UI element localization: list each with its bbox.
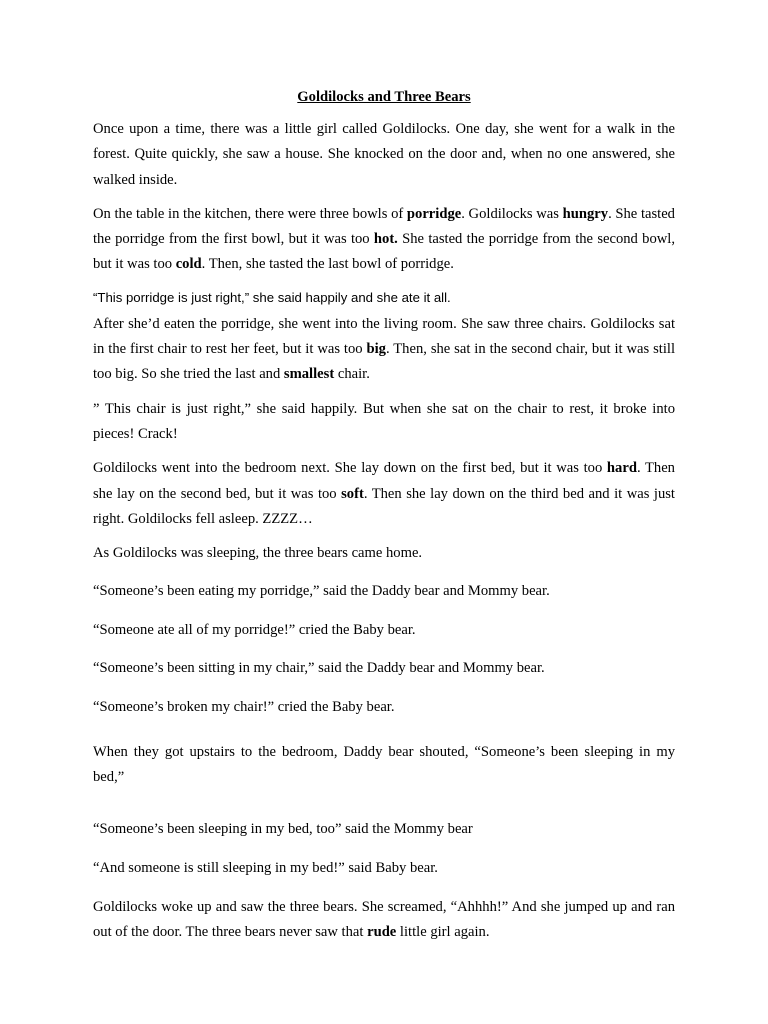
paragraph-3 [93,287,675,309]
paragraph-2 [93,202,675,278]
bold-word: hungry [562,205,609,222]
bold-word: big [366,341,386,358]
bold-word: hard [606,460,637,477]
document-title: Goldilocks and Three Bears [297,89,471,105]
bold-word: hot. [373,231,398,248]
text-run: . Then, she tasted the last bowl of porridge. [201,256,454,273]
bold-word: smallest [283,366,335,383]
paragraph-9 [93,618,675,643]
text-run: . Then, she sat in the second chair, but it was still too big. So she tried the last and [93,341,675,383]
text-run: As Goldilocks was sleeping, the three bears came home. [93,545,423,562]
paragraph-12 [93,740,675,791]
text-run: “Someone ate all of my porridge!” cried the Baby bear. [93,621,416,638]
text-run: Once upon a time, there was a little girl called Goldilocks. One day, she went for a walk in the forest. Quite quickly, she saw a house. She knocked on the door and, when no one answered, she walked inside. [93,121,675,188]
text-run: “Someone’s broken my chair!” cried the Baby bear. [93,699,395,716]
text-run: Goldilocks went into the bedroom next. She lay down on the first bed, but it was too [93,460,607,477]
text-run: little girl again. [396,924,490,941]
paragraph-5 [93,397,675,448]
bold-word: rude [367,924,397,941]
bold-word: cold [175,256,202,273]
paragraph-11 [93,695,675,720]
paragraph-10 [93,656,675,681]
paragraph-14 [93,856,675,881]
paragraph-4 [93,312,675,388]
paragraph-8 [93,579,675,604]
text-run: Goldilocks woke up and saw the three bears. She screamed, “Ahhhh!” And she jumped up and ran out of the door. The three bears never saw that [93,898,675,941]
text-run: On the table in the kitchen, there were three bowls of [93,205,407,222]
paragraph-7 [93,541,675,566]
paragraph-13 [93,817,675,842]
document-page [93,87,675,945]
text-run: . Then she lay down on the third bed and it was just right. Goldilocks fell asleep. ZZZZ… [93,485,675,527]
bold-word: porridge [406,205,462,222]
paragraph-1 [93,117,675,193]
paragraph-15 [93,895,675,946]
text-run: “This porridge is just right,” she said happily and she ate it all. [93,289,451,305]
text-run: She tasted the porridge from the second bowl, but it was too [93,231,675,273]
text-run: ” This chair is just right,” she said happily. But when she sat on the chair to rest, it broke into pieces! Crack! [93,400,675,442]
text-run: After she’d eaten the porridge, she went into the living room. She saw three chairs. Goldilocks sat in the first chair to rest her feet, but it was too [93,315,675,358]
text-run: . She tasted the porridge from the first bowl, but it was too [93,205,675,248]
bold-word: soft [341,485,364,502]
text-run: chair. [334,366,370,383]
paragraph-6 [93,456,675,532]
text-run: “Someone’s been eating my porridge,” said the Daddy bear and Mommy bear. [93,583,550,600]
text-run: “And someone is still sleeping in my bed!” said Baby bear. [93,859,438,876]
text-run: . Goldilocks was [461,205,563,222]
text-run: . Then she lay on the second bed, but it was too [93,460,675,502]
text-run: When they got upstairs to the bedroom, Daddy bear shouted, “Someone’s been sleeping in my bed,” [93,743,675,785]
text-run: “Someone’s been sitting in my chair,” said the Daddy bear and Mommy bear. [93,660,545,677]
text-run: “Someone’s been sleeping in my bed, too” said the Mommy bear [93,821,473,838]
